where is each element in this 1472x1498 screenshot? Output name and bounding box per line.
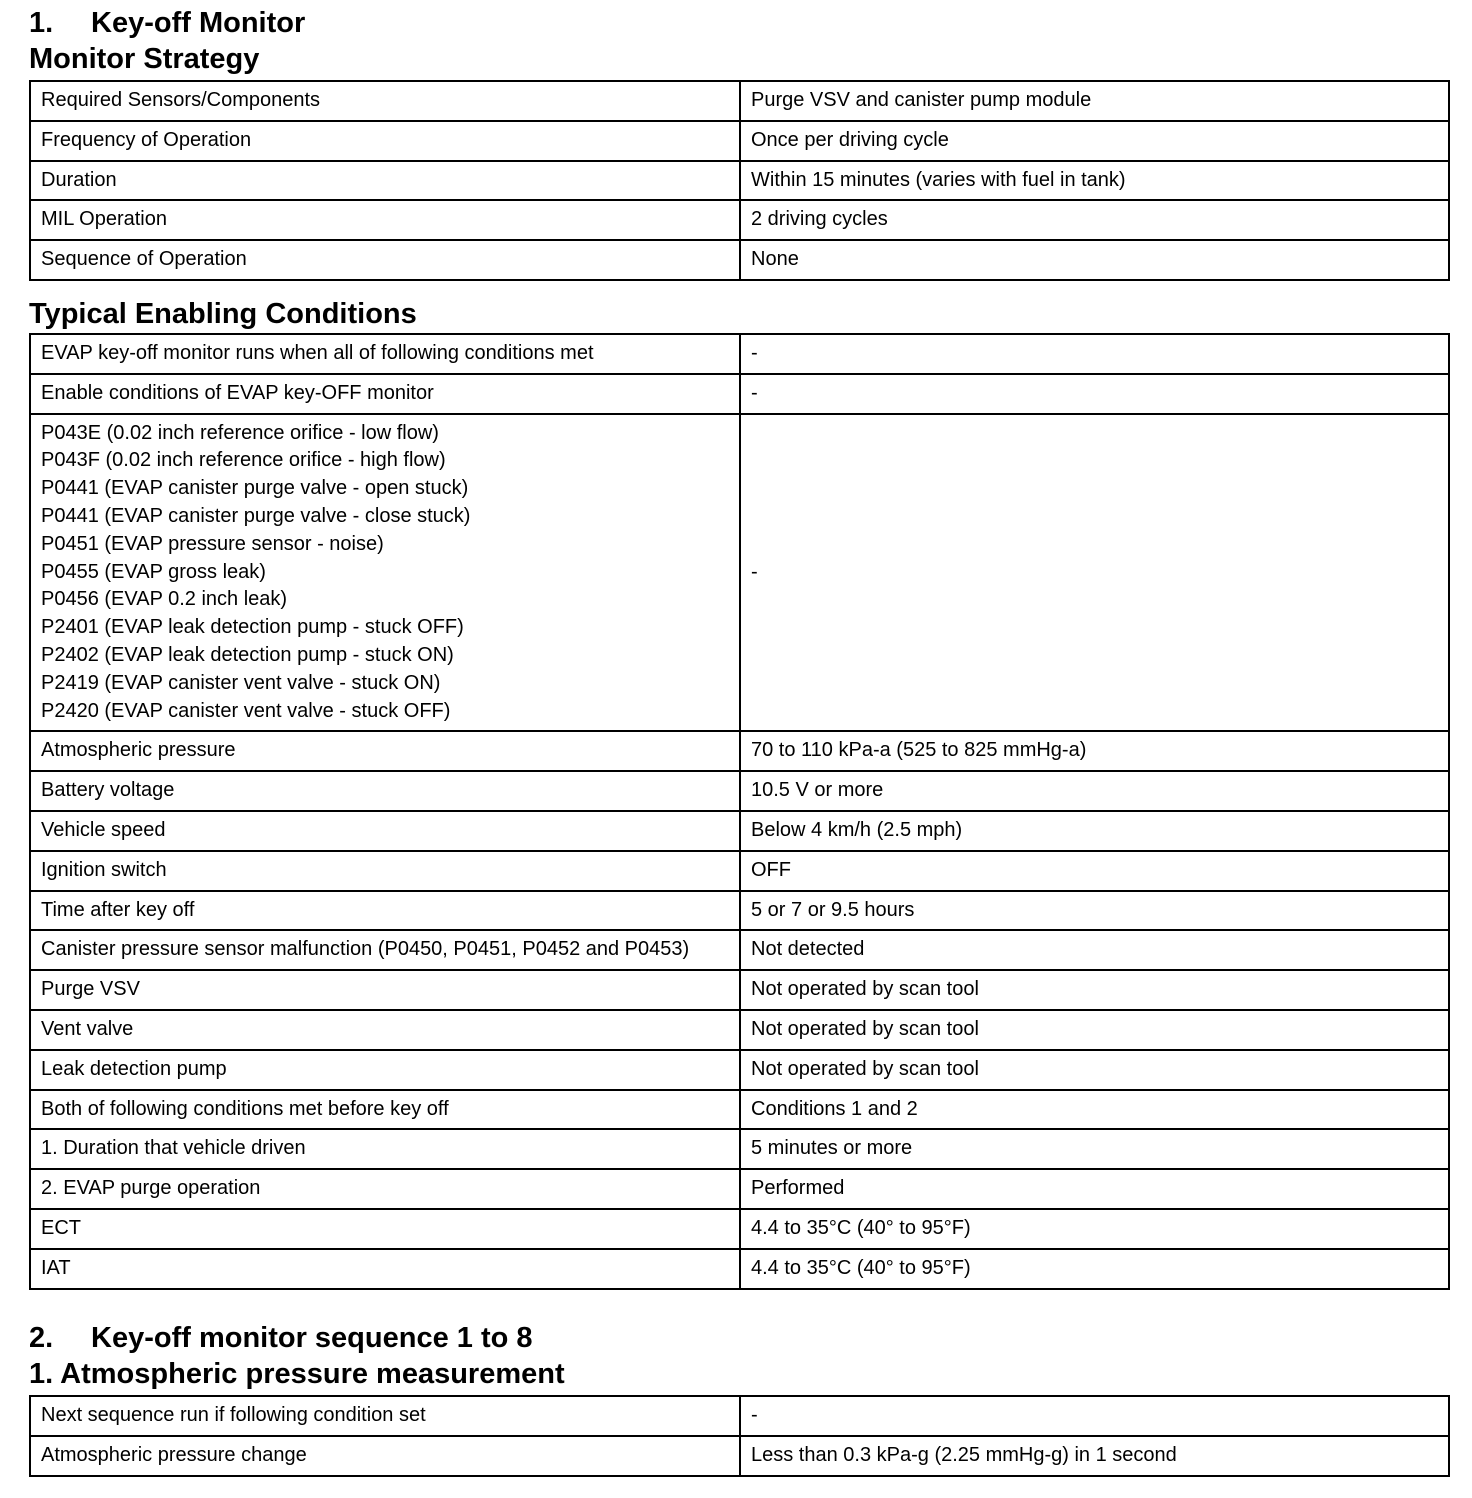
dtc-item: P043F (0.02 inch reference orifice - high flow) xyxy=(41,449,446,472)
dtc-item: P2402 (EVAP leak detection pump - stuck ON) xyxy=(41,643,454,666)
dtc-item: P043E (0.02 inch reference orifice - low flow) xyxy=(41,421,439,444)
row-label: Both of following conditions met before key off xyxy=(30,1090,740,1130)
table-row xyxy=(30,1396,1449,1436)
row-label: Vehicle speed xyxy=(30,811,740,851)
section-1-number: 1. xyxy=(29,7,54,39)
row-value: 5 minutes or more xyxy=(740,1129,1449,1169)
row-label: Leak detection pump xyxy=(30,1050,740,1090)
table-row xyxy=(30,121,1449,161)
table-row xyxy=(30,334,1449,374)
row-value: Once per driving cycle xyxy=(740,121,1449,161)
section-2-heading xyxy=(29,1320,1450,1356)
row-value: Below 4 km/h (2.5 mph) xyxy=(740,811,1449,851)
row-label: ECT xyxy=(30,1209,740,1249)
table-row xyxy=(30,1209,1449,1249)
table-row xyxy=(30,414,1449,732)
row-value: 70 to 110 kPa-a (525 to 825 mmHg-a) xyxy=(740,731,1449,771)
row-label: Atmospheric pressure xyxy=(30,731,740,771)
table-row xyxy=(30,930,1449,970)
table-row xyxy=(30,771,1449,811)
row-label: Canister pressure sensor malfunction (P0450, P0451, P0452 and P0453) xyxy=(30,930,740,970)
dtc-list-cell xyxy=(30,414,740,732)
row-value: Performed xyxy=(740,1169,1449,1209)
row-label: MIL Operation xyxy=(30,200,740,240)
row-value: Within 15 minutes (varies with fuel in tank) xyxy=(740,161,1449,201)
row-value: Less than 0.3 kPa-g (2.25 mmHg-g) in 1 second xyxy=(740,1436,1449,1476)
row-value: - xyxy=(740,1396,1449,1436)
row-value: - xyxy=(740,334,1449,374)
row-label: Duration xyxy=(30,161,740,201)
table-row xyxy=(30,811,1449,851)
table-row xyxy=(30,1169,1449,1209)
row-label: 2. EVAP purge operation xyxy=(30,1169,740,1209)
table-row xyxy=(30,891,1449,931)
row-value: Not detected xyxy=(740,930,1449,970)
row-value: Not operated by scan tool xyxy=(740,1010,1449,1050)
table-row xyxy=(30,1129,1449,1169)
enabling-conditions-heading: Typical Enabling Conditions xyxy=(29,298,417,330)
table-row xyxy=(30,374,1449,414)
monitor-strategy-table xyxy=(29,80,1450,281)
table-row xyxy=(30,731,1449,771)
table-row xyxy=(30,1050,1449,1090)
row-value: Purge VSV and canister pump module xyxy=(740,81,1449,121)
row-label: Purge VSV xyxy=(30,970,740,1010)
row-value: - xyxy=(740,414,1449,732)
table-row xyxy=(30,240,1449,280)
table-row xyxy=(30,200,1449,240)
row-label: Battery voltage xyxy=(30,771,740,811)
row-label: IAT xyxy=(30,1249,740,1289)
row-label: Ignition switch xyxy=(30,851,740,891)
dtc-item: P0455 (EVAP gross leak) xyxy=(41,560,266,583)
dtc-item: P2401 (EVAP leak detection pump - stuck OFF) xyxy=(41,616,464,639)
row-value: - xyxy=(740,374,1449,414)
row-value: 10.5 V or more xyxy=(740,771,1449,811)
section-enabling-conditions xyxy=(29,296,1450,1290)
row-label: Vent valve xyxy=(30,1010,740,1050)
row-value: Not operated by scan tool xyxy=(740,970,1449,1010)
section-2-number: 2. xyxy=(29,1322,54,1354)
row-value: None xyxy=(740,240,1449,280)
dtc-item: P0451 (EVAP pressure sensor - noise) xyxy=(41,532,384,555)
row-label: Frequency of Operation xyxy=(30,121,740,161)
row-label: Required Sensors/Components xyxy=(30,81,740,121)
table-row xyxy=(30,81,1449,121)
dtc-item: P2419 (EVAP canister vent valve - stuck ON) xyxy=(41,671,441,694)
table-row xyxy=(30,1010,1449,1050)
atmospheric-measurement-heading: 1. Atmospheric pressure measurement xyxy=(29,1358,565,1390)
row-value: Conditions 1 and 2 xyxy=(740,1090,1449,1130)
enabling-conditions-table xyxy=(29,333,1450,1290)
section-key-off-sequence xyxy=(29,1320,1450,1477)
table-row xyxy=(30,851,1449,891)
row-label: Sequence of Operation xyxy=(30,240,740,280)
dtc-item: P0441 (EVAP canister purge valve - close stuck) xyxy=(41,504,471,527)
dtc-item: P0456 (EVAP 0.2 inch leak) xyxy=(41,588,288,611)
table-row xyxy=(30,970,1449,1010)
row-label: EVAP key-off monitor runs when all of following conditions met xyxy=(30,334,740,374)
row-label: 1. Duration that vehicle driven xyxy=(30,1129,740,1169)
row-label: Atmospheric pressure change xyxy=(30,1436,740,1476)
row-value: 2 driving cycles xyxy=(740,200,1449,240)
row-label: Next sequence run if following condition set xyxy=(30,1396,740,1436)
table-row xyxy=(30,1090,1449,1130)
row-value: 5 or 7 or 9.5 hours xyxy=(740,891,1449,931)
monitor-strategy-heading: Monitor Strategy xyxy=(29,43,260,75)
dtc-item: P2420 (EVAP canister vent valve - stuck OFF) xyxy=(41,699,451,722)
section-2-title: Key-off monitor sequence 1 to 8 xyxy=(91,1322,533,1354)
section-1-title: Key-off Monitor xyxy=(91,7,306,39)
table-row xyxy=(30,1436,1449,1476)
table-row xyxy=(30,1249,1449,1289)
row-label: Time after key off xyxy=(30,891,740,931)
row-value: Not operated by scan tool xyxy=(740,1050,1449,1090)
row-value: OFF xyxy=(740,851,1449,891)
table-row xyxy=(30,161,1449,201)
row-label: Enable conditions of EVAP key-OFF monitor xyxy=(30,374,740,414)
atmospheric-measurement-table xyxy=(29,1395,1450,1477)
row-value: 4.4 to 35°C (40° to 95°F) xyxy=(740,1249,1449,1289)
row-value: 4.4 to 35°C (40° to 95°F) xyxy=(740,1209,1449,1249)
dtc-item: P0441 (EVAP canister purge valve - open stuck) xyxy=(41,477,469,500)
section-1-heading xyxy=(29,5,1450,41)
section-key-off-monitor xyxy=(29,5,1450,281)
